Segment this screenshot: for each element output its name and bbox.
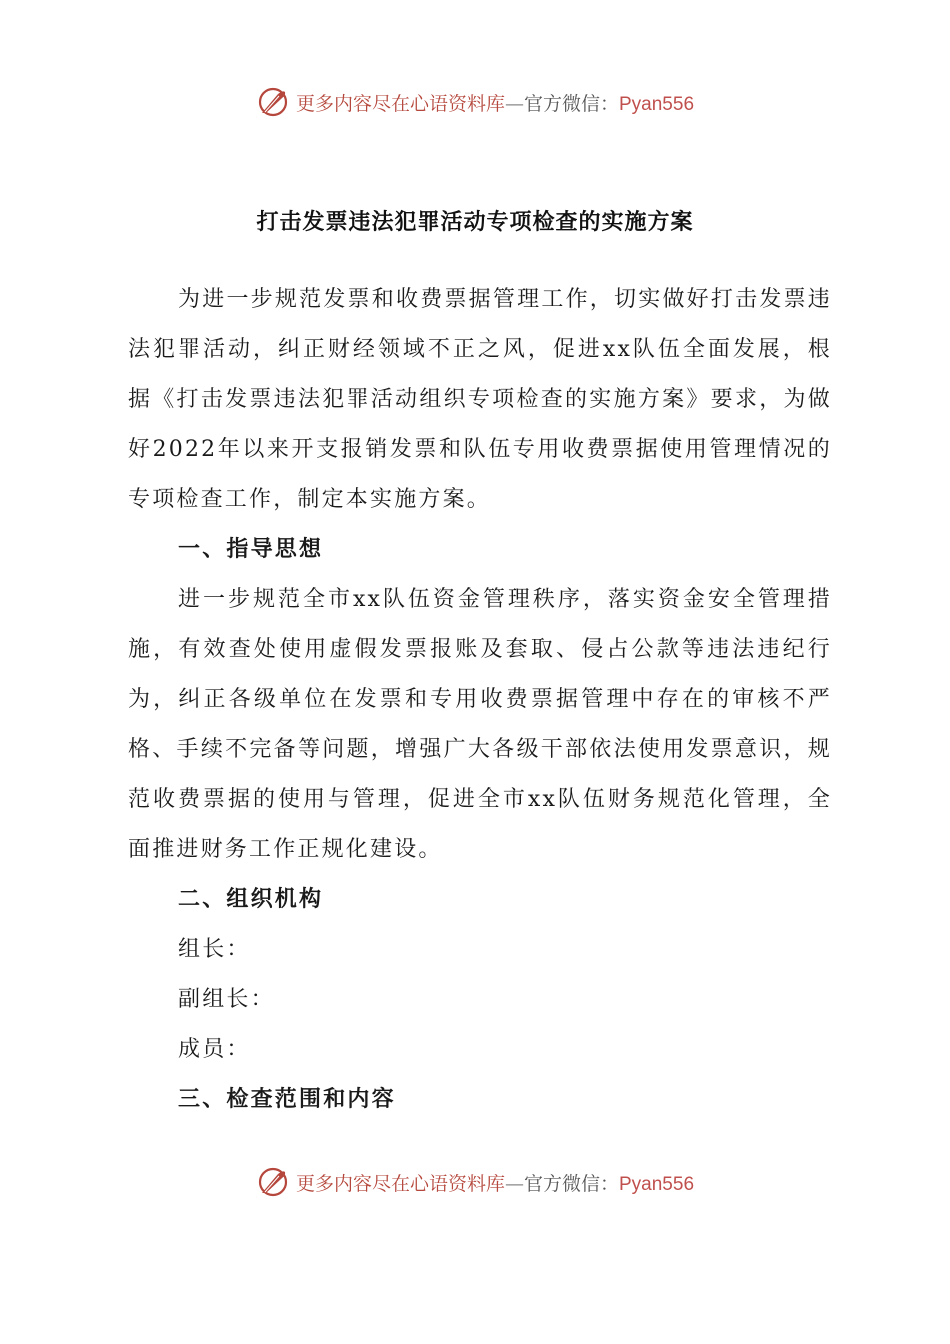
header-banner <box>0 80 950 124</box>
banner-separator: — <box>504 1172 524 1195</box>
banner-separator: — <box>504 92 524 115</box>
banner-wechat-label: 官方微信： <box>523 1172 619 1195</box>
section-1-paragraph: 进一步规范全市xx队伍资金管理秩序，落实资金安全管理措施，有效查处使用虚假发票报账及套取、侵占公款等违法违纪行为，纠正各级单位在发票和专用收费票据管理中存在的审核不严格、手续不完备等问题，增强广大各级干部依法使用发票意识，规范收费票据的使用与管理，促进全市xx队伍财务规范化管理，全面推进财务工作正规化建设。 <box>128 587 832 862</box>
banner-text <box>296 89 694 116</box>
banner-wechat-id: Pyan556 <box>619 1173 695 1195</box>
intro-paragraph: 为进一步规范发票和收费票据管理工作，切实做好打击发票违法犯罪活动，纠正财经领域不正之风，促进xx队伍全面发展，根据《打击发票违法犯罪活动组织专项检查的实施方案》要求，为做好2022年以来开支报销发票和队伍专用收费票据使用管理情况的专项检查工作，制定本实施方案。 <box>128 287 832 512</box>
section-2-heading: 二、组织机构 <box>178 887 324 912</box>
section-3-heading: 三、检查范围和内容 <box>178 1087 396 1112</box>
banner-wechat-id: Pyan556 <box>619 93 695 115</box>
banner-wechat-label: 官方微信： <box>523 92 619 115</box>
footer-banner <box>0 1160 950 1204</box>
leader-field: 组长： <box>178 937 251 962</box>
document-body <box>128 275 832 1125</box>
banner-slogan: 更多内容尽在心语资料库 <box>295 92 505 115</box>
quill-pen-logo-icon <box>256 85 290 119</box>
section-1-heading: 一、指导思想 <box>178 537 324 562</box>
banner-slogan: 更多内容尽在心语资料库 <box>295 1172 505 1195</box>
deputy-leader-field: 副组长： <box>178 987 275 1012</box>
document-title: 打击发票违法犯罪活动专项检查的实施方案 <box>256 210 694 235</box>
members-field: 成员： <box>178 1037 251 1062</box>
quill-pen-logo-icon <box>256 1165 290 1199</box>
banner-text <box>296 1169 694 1196</box>
